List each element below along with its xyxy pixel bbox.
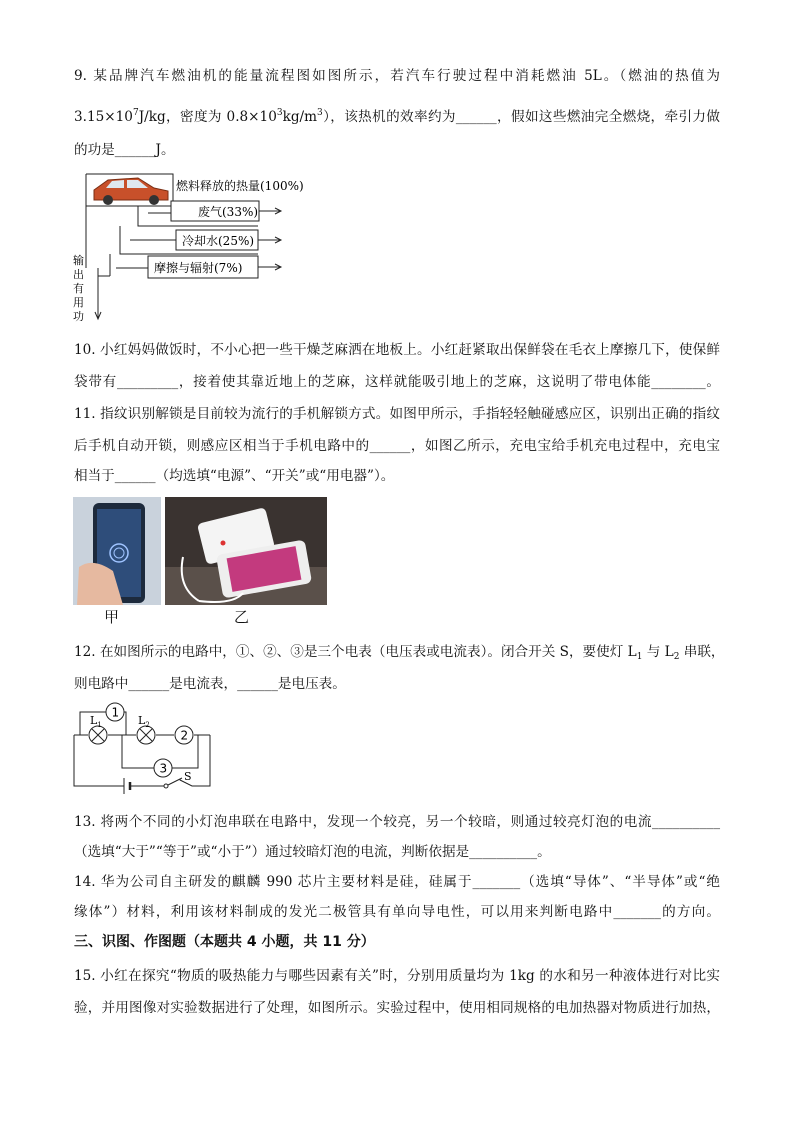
q15-line2: 验，并用图像对实验数据进行了处理，如图所示。实验过程中，使用相同规格的电加热器对物质进行加热， (74, 1000, 720, 1016)
density-unit: kg/m (282, 109, 318, 125)
circuit-diagram (68, 700, 228, 795)
svg-text:1: 1 (111, 705, 120, 720)
svg-text:功: 功 (73, 310, 84, 323)
q11-line1: 11. 指纹识别解锁是目前较为流行的手机解锁方式。如图甲所示，手指轻轻触碰感应区，识别出正确的指纹 (74, 406, 720, 422)
power-bank-charging-photo (165, 497, 327, 605)
svg-text:出: 出 (73, 268, 84, 281)
photo-label-jia: 甲 (104, 608, 120, 626)
svg-text:有: 有 (73, 282, 84, 295)
density-base: J/kg，密度为 0.8×10 (138, 109, 277, 125)
friction-label: 摩擦与辐射(7%) (154, 261, 243, 275)
q11-line3: 相当于______（均选填“电源”、“开关”或“用电器”）。 (74, 468, 395, 484)
q13-line1: 13. 将两个不同的小灯泡串联在电路中，发现一个较亮，另一个较暗，则通过较亮灯泡的电流__________ (74, 814, 720, 830)
q13-line2: （选填“大于”“等于”或“小于”）通过较暗灯泡的电流，判断依据是__________。 (74, 844, 551, 860)
q12-text-c: 串联， (679, 644, 725, 660)
efficiency-question: ），该热机的效率约为______，假如这些燃油完全燃烧，牵引力做 (322, 109, 720, 125)
q12-text-b: 与 L (642, 644, 674, 660)
q12-line1 (74, 642, 725, 667)
total-heat-label: 燃料释放的热量(100%) (176, 179, 304, 193)
q12-line2: 则电路中______是电流表，______是电压表。 (74, 676, 346, 692)
meter-1-icon (106, 703, 124, 721)
battery-icon (124, 778, 130, 794)
fingerprint-unlock-photo (73, 497, 161, 605)
q9-line3: 的功是______J。 (74, 142, 175, 158)
exhaust-label: 废气(33%) (198, 205, 259, 219)
car-icon (94, 178, 168, 205)
meter-3-icon (154, 759, 172, 777)
q11-line2: 后手机自动开锁，则感应区相当于手机电路中的______，如图乙所示，充电宝给手机充电过程中，充电宝 (74, 438, 720, 454)
label-switch-s: S (184, 770, 192, 783)
svg-text:3: 3 (159, 761, 168, 776)
phone-photos (73, 497, 327, 607)
switch-icon (164, 778, 182, 788)
heat-value-exp: 7 (132, 108, 139, 118)
q15-line1: 15. 小红在探究“物质的吸热能力与哪些因素有关”时，分别用质量均为 1kg 的水和另一种液体进行对比实 (74, 968, 720, 984)
q9-line2 (74, 103, 720, 127)
l1-subscript: 1 (636, 652, 643, 662)
label-l1: $L_1$ (90, 714, 102, 729)
energy-flow-diagram (68, 168, 308, 323)
q10-line1: 10. 小红妈妈做饭时，不小心把一些干燥芝麻洒在地板上。小红赶紧取出保鲜袋在毛衣上摩擦几下，使保鲜 (74, 342, 720, 358)
l2-subscript: 2 (673, 652, 680, 662)
q14-line1: 14. 华为公司自主研发的麒麟 990 芯片主要材料是硅，硅属于_______（选填“导体”、“半导体”或“绝 (74, 874, 720, 890)
q10-line2: 袋带有_________，接着使其靠近地上的芝麻，这样就能吸引地上的芝麻，这说明了带电体能________。 (74, 374, 720, 390)
photo-label-yi: 乙 (234, 608, 250, 626)
section-3-heading: 三、识图、作图题（本题共 4 小题，共 11 分） (74, 934, 375, 950)
meter-2-icon (175, 726, 193, 744)
q9-line1: 9. 某品牌汽车燃油机的能量流程图如图所示，若汽车行驶过程中消耗燃油 5L。（燃油的热值为 (74, 68, 720, 84)
cooling-water-label: 冷却水(25%) (182, 234, 255, 248)
heat-value-base: 3.15×10 (74, 109, 133, 125)
svg-text:2: 2 (180, 728, 189, 743)
output-useful-work-label (73, 253, 84, 323)
svg-text:输: 输 (73, 254, 84, 267)
density-unit-exp: 3 (317, 108, 323, 118)
q14-line2: 缘体”）材料，利用该材料制成的发光二极管具有单向导电性，可以用来判断电路中_______的方向。 (74, 904, 720, 920)
q12-text-a: 12. 在如图所示的电路中，①、②、③是三个电表（电压表或电流表）。闭合开关 S，要使灯 L (74, 644, 637, 660)
density-exp: 3 (276, 108, 283, 118)
label-l2: $L_2$ (138, 714, 150, 729)
svg-text:用: 用 (73, 296, 84, 309)
